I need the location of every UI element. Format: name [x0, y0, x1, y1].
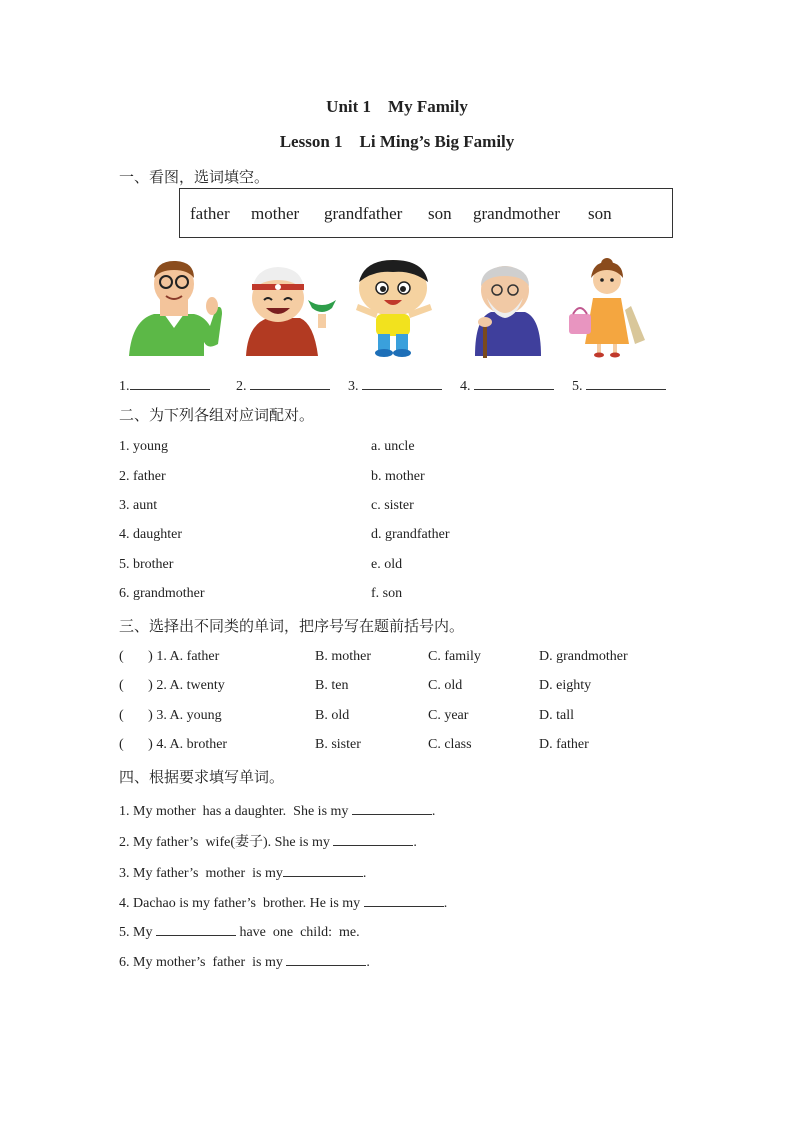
word-bank-box — [179, 188, 673, 238]
match-right-item: c. sister — [371, 498, 414, 513]
fill-in-sentence-1: 1. My mother has a daughter. She is my . — [119, 800, 435, 820]
question-with-option-a: ( ) 1. A. father — [119, 649, 220, 664]
word-bank-item: grandmother — [473, 204, 560, 223]
option-b: B. sister — [315, 737, 361, 752]
match-left-item: 6. grandmother — [119, 586, 205, 601]
match-left-item: 3. aunt — [119, 498, 158, 513]
section3-heading: 三、选择出不同类的单词，把序号写在题前括号内。 — [119, 617, 465, 635]
match-right-item: f. son — [371, 586, 403, 601]
section2-heading: 二、为下列各组对应词配对。 — [119, 406, 315, 424]
mother-picture — [565, 258, 655, 358]
grandfather-picture — [465, 258, 547, 358]
option-d: D. eighty — [539, 678, 592, 693]
fill-in-sentence-3: 3. My father’s mother is my . — [119, 862, 366, 882]
option-d: D. grandmother — [539, 649, 628, 664]
answer-blank-4: 4. — [460, 375, 554, 395]
answer-blank-5: 5. — [572, 375, 666, 395]
match-left-item: 4. daughter — [119, 527, 182, 542]
word-bank-item: father — [190, 204, 230, 223]
match-left-item: 1. young — [119, 439, 168, 454]
question-with-option-a: ( ) 3. A. young — [119, 708, 222, 723]
option-c: C. old — [428, 678, 463, 693]
lesson-title: Lesson 1 Li Ming’s Big Family — [279, 132, 515, 151]
fill-in-sentence-2: 2. My father’s wife(妻子). She is my . — [119, 831, 417, 851]
section1-heading: 一、看图，选词填空。 — [119, 168, 270, 186]
option-b: B. old — [315, 708, 350, 723]
option-b: B. mother — [315, 649, 371, 664]
option-c: C. class — [428, 737, 472, 752]
answer-blank-3: 3. — [348, 375, 442, 395]
match-right-item: d. grandfather — [371, 527, 450, 542]
word-bank-item: mother — [251, 204, 300, 223]
son-picture — [346, 258, 440, 358]
option-d: D. tall — [539, 708, 574, 723]
father-picture — [124, 258, 224, 358]
option-d: D. father — [539, 737, 589, 752]
unit-title: Unit 1 My Family — [326, 97, 468, 116]
question-with-option-a: ( ) 2. A. twenty — [119, 678, 225, 693]
fill-in-sentence-6: 6. My mother’s father is my . — [119, 951, 370, 971]
question-with-option-a: ( ) 4. A. brother — [119, 737, 228, 752]
match-right-item: b. mother — [371, 469, 425, 484]
match-left-item: 2. father — [119, 469, 166, 484]
section4-heading: 四、根据要求填写单词。 — [119, 768, 285, 786]
word-bank-item: grandfather — [324, 204, 403, 223]
answer-blank-2: 2. — [236, 375, 330, 395]
answer-blank-1: 1. — [119, 375, 210, 395]
fill-in-sentence-4: 4. Dachao is my father’s brother. He is my . — [119, 892, 447, 912]
word-bank-item: son — [588, 204, 612, 223]
match-right-item: a. uncle — [371, 439, 415, 454]
match-right-item: e. old — [371, 557, 403, 572]
option-c: C. family — [428, 649, 481, 664]
word-bank-item: son — [428, 204, 452, 223]
option-b: B. ten — [315, 678, 349, 693]
fill-in-sentence-5: 5. My have one child: me. — [119, 921, 360, 941]
grandmother-picture — [238, 258, 338, 358]
match-left-item: 5. brother — [119, 557, 174, 572]
option-c: C. year — [428, 708, 469, 723]
